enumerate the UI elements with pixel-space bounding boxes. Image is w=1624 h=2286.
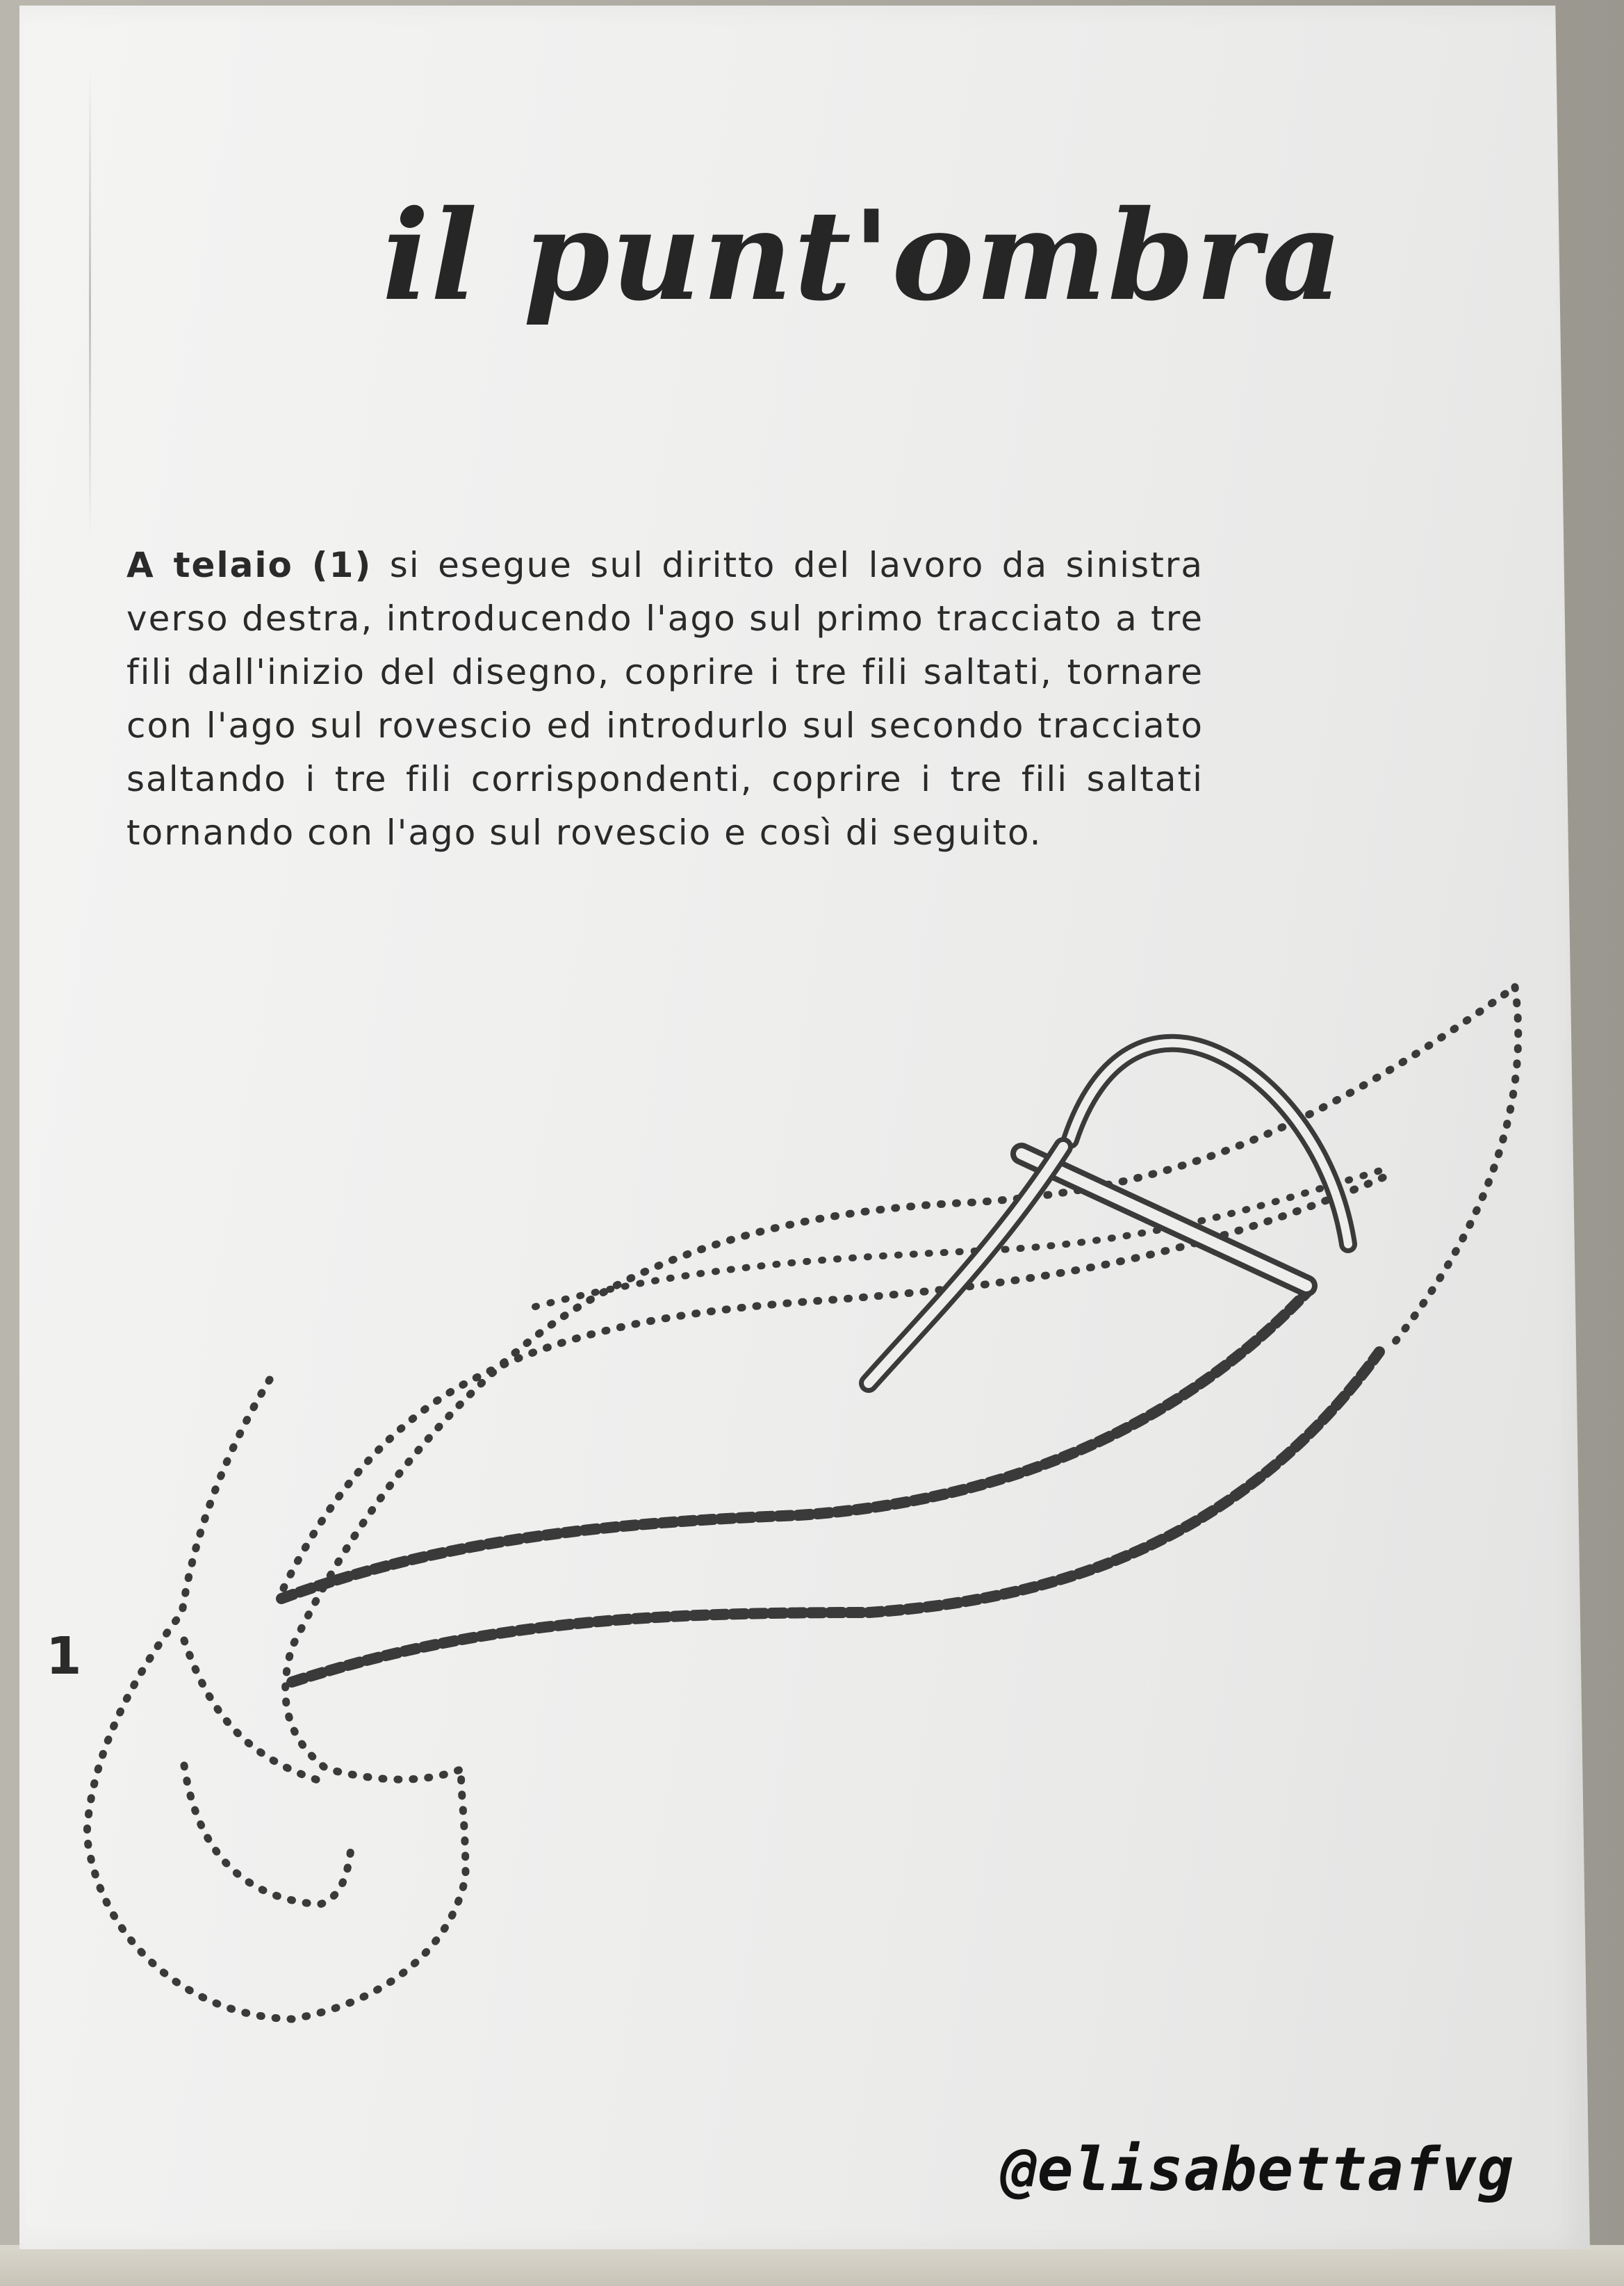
leaf-tip-outline [1390,987,1518,1348]
figure-number: 1 [46,1626,82,1686]
stem-inner-curl [184,1765,351,1904]
needle-shaft-inner [1022,1154,1306,1286]
paragraph-body: si esegue sul diritto del lavoro da sinistra verso destra, introducendo l'ago sul primo tracciato a tre fili dall'inizio del disegno, coprire i tre fili saltati, tornare con l'ago sul rovescio ed introdurlo sul secondo tracciato saltando i tre fili corrispondenti, coprire i tre fili saltati tornando con l'ago sul rovescio e così di seguito. [126,545,1204,853]
paragraph-lead: A telaio (1) [126,545,372,585]
watermark: @elisabettafvg [1001,2135,1514,2205]
chain-stitch-upper [281,1293,1306,1599]
page-title: il punt'ombra [382,183,1344,329]
stem-left-curl [184,1640,327,1783]
